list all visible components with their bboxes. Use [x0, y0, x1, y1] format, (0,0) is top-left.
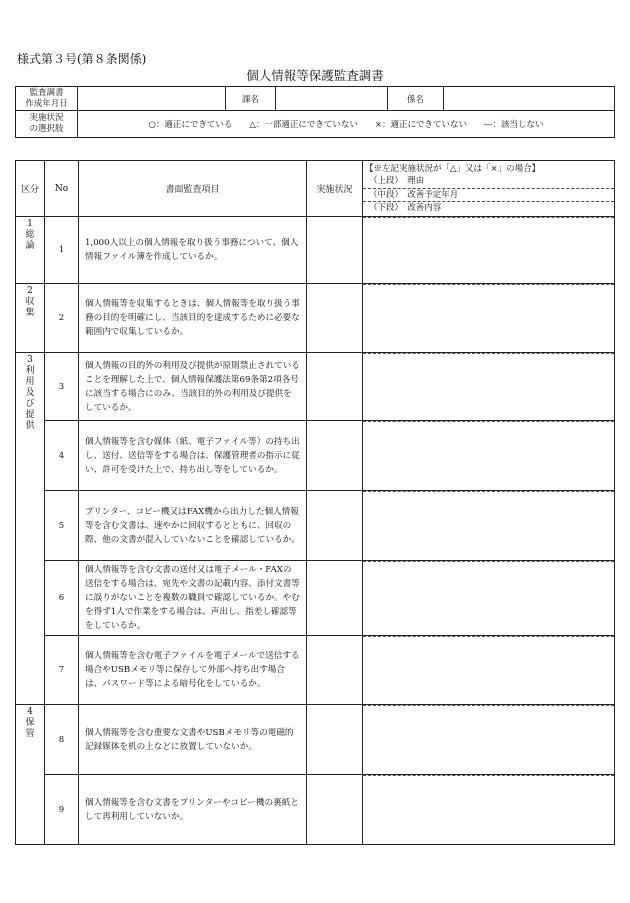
category-name: 利用及び提供: [25, 366, 35, 431]
legend-middle: （中段） 改善予定年月: [363, 189, 614, 202]
note-input[interactable]: [363, 636, 615, 705]
item-no: 1: [45, 217, 79, 284]
item-no: 9: [45, 775, 79, 845]
item-text: 個人情報等を含む重要な文書やUSBメモリ等の電磁的記録媒体を机の上などに放置していないか。: [79, 705, 307, 775]
note-input[interactable]: [363, 284, 615, 353]
status-header: 実施状況: [307, 161, 363, 217]
item-no: 4: [45, 421, 79, 491]
status-options-label: 実施状況 の選択肢: [16, 111, 78, 138]
note-input[interactable]: [363, 353, 615, 421]
table-row: [16, 491, 615, 561]
unit-label: 係名: [388, 87, 444, 111]
table-row: [16, 353, 615, 421]
table-row: [16, 561, 615, 636]
category-number: 4: [27, 707, 33, 717]
note-input[interactable]: [363, 217, 615, 284]
status-input[interactable]: [307, 284, 363, 353]
header-table: [15, 86, 615, 138]
item-no: 5: [45, 491, 79, 561]
item-no: 2: [45, 284, 79, 353]
category-cell: [16, 353, 45, 705]
item-text: プリンター、コピー機又はFAX機から出力した個人情報等を含む文書は、速やかに回収するとともに、回収の際、他の文書が混入していないことを確認しているか。: [79, 491, 307, 561]
table-row: [16, 284, 615, 353]
status-input[interactable]: [307, 353, 363, 421]
note-input[interactable]: [363, 561, 615, 636]
category-cell: [16, 284, 45, 353]
status-input[interactable]: [307, 775, 363, 845]
section-input[interactable]: [276, 87, 388, 111]
document-title: 個人情報等保護監査調書: [246, 68, 384, 83]
category-name: 総論: [25, 230, 35, 251]
category-cell: [16, 705, 45, 845]
table-row: [16, 705, 615, 775]
section-label: 課名: [226, 87, 276, 111]
category-cell: [16, 217, 45, 284]
note-input[interactable]: [363, 421, 615, 491]
table-row: [16, 636, 615, 705]
note-legend: [363, 161, 615, 217]
status-options-text: ○：適正にできている △：一部適正にできていない ×：適正にできていない ―：該当しない: [78, 111, 615, 138]
status-input[interactable]: [307, 561, 363, 636]
category-number: 3: [27, 355, 33, 365]
category-number: 1: [27, 219, 33, 229]
legend-title: 【※左記実施状況が「△」又は「×」の場合】: [365, 163, 541, 174]
note-input[interactable]: [363, 775, 615, 845]
category-number: 2: [27, 286, 33, 296]
note-input[interactable]: [363, 491, 615, 561]
table-row: [16, 217, 615, 284]
status-input[interactable]: [307, 421, 363, 491]
item-text: 個人情報の目的外の利用及び提供が原則禁止されていることを理解した上で、個人情報保護法第69条第2項各号に該当する場合にのみ、当該目的外の利用及び提供をしているか。: [79, 353, 307, 421]
date-input[interactable]: [78, 87, 226, 111]
item-text: 個人情報等を含む媒体（紙、電子ファイル等）の持ち出し、送付、送信等をする場合は、保護管理者の指示に従い、許可を受けた上で、持ち出し等をしているか。: [79, 421, 307, 491]
table-row: [16, 421, 615, 491]
item-no: 8: [45, 705, 79, 775]
no-header: No: [45, 161, 79, 217]
category-header: 区分: [16, 161, 45, 217]
category-name: 収集: [25, 297, 35, 318]
item-text: 個人情報等を含む文書の送付又は電子メール・FAXの送信をする場合は、宛先や文書の記載内容、添付文書等に誤りがないことを複数の職員で確認しているか。やむを得ず1人で作業をする場合は、声出し、指差し確認等をしているか。: [79, 561, 307, 636]
item-header: 書面監査項目: [79, 161, 307, 217]
status-input[interactable]: [307, 491, 363, 561]
unit-input[interactable]: [444, 87, 615, 111]
category-name: 保管: [25, 718, 35, 739]
audit-table: [15, 160, 615, 845]
note-input[interactable]: [363, 705, 615, 775]
status-input[interactable]: [307, 217, 363, 284]
item-no: 7: [45, 636, 79, 705]
status-input[interactable]: [307, 636, 363, 705]
item-text: 1,000人以上の個人情報を取り扱う事務について、個人情報ファイル簿を作成しているか。: [79, 217, 307, 284]
item-text: 個人情報等を含む文書をプリンターやコピー機の裏紙として再利用していないか。: [79, 775, 307, 845]
form-number-label: 様式第３号(第８条関係): [17, 52, 147, 66]
date-label: 監査調書 作成年月日: [16, 87, 78, 111]
table-row: [16, 775, 615, 845]
legend-upper: （上段） 理由: [363, 175, 614, 188]
item-no: 3: [45, 353, 79, 421]
item-text: 個人情報等を含む電子ファイルを電子メールで送信する場合やUSBメモリ等に保存して外部へ持ち出す場合は、パスワード等による暗号化をしているか。: [79, 636, 307, 705]
status-input[interactable]: [307, 705, 363, 775]
item-text: 個人情報等を収集するときは、個人情報等を取り扱う事務の目的を明確にし、当該目的を達成するために必要な範囲内で収集しているか。: [79, 284, 307, 353]
item-no: 6: [45, 561, 79, 636]
legend-lower: （下段） 改善内容: [369, 202, 442, 213]
